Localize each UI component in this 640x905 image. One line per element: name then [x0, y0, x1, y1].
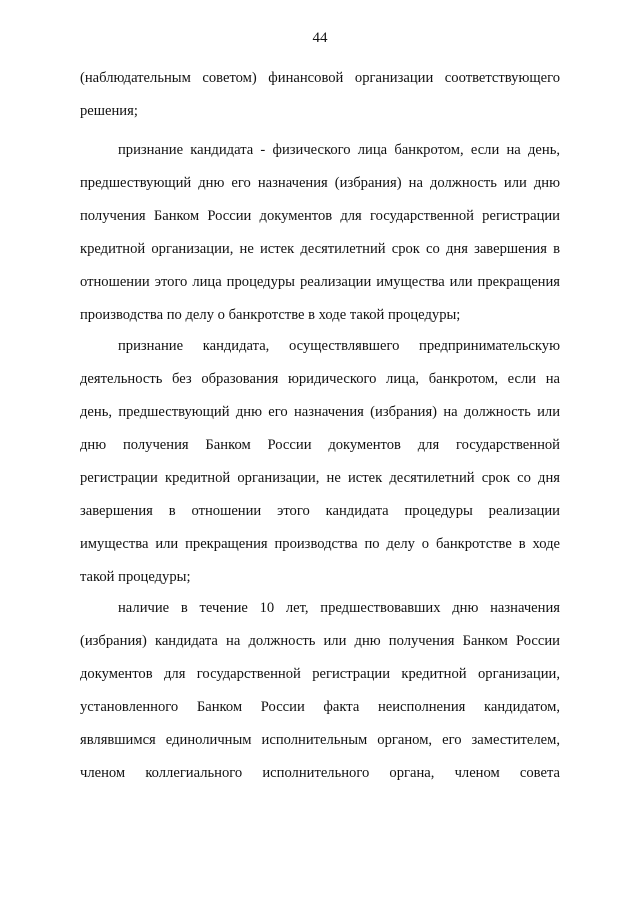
paragraph-2 [80, 134, 560, 332]
text-line: завершения в отношении этого кандидата процедуры реализации [80, 503, 560, 519]
text-line: (избрания) кандидата на должность или дню получения Банком России [80, 633, 560, 649]
text-line: установленного Банком России факта неисполнения кандидатом, [80, 699, 560, 715]
text-line: дню получения Банком России документов для государственной [80, 437, 560, 453]
text-line: получения Банком России документов для государственной регистрации [80, 208, 560, 224]
page-number: 44 [312, 30, 328, 46]
text-line: отношении этого лица процедуры реализации имущества или прекращения [80, 274, 560, 290]
text-line: (наблюдательным советом) финансовой организации соответствующего [80, 70, 560, 86]
text-line: день, предшествующий дню его назначения (избрания) на должность или [80, 404, 560, 420]
text-line: имущества или прекращения производства по делу о банкротстве в ходе [80, 536, 560, 552]
text-line: документов для государственной регистрации кредитной организации, [80, 666, 560, 682]
text-line: предшествующий дню его назначения (избрания) на должность или дню [80, 175, 560, 191]
text-line: кредитной организации, не истек десятилетний срок со дня завершения в [80, 241, 560, 257]
text-line: членом коллегиального исполнительного органа, членом совета [80, 765, 560, 781]
text-line: признание кандидата, осуществлявшего предпринимательскую [118, 338, 560, 354]
paragraph-3 [80, 330, 560, 594]
text-line: такой процедуры; [80, 569, 191, 585]
paragraph-4 [80, 592, 560, 790]
text-line: наличие в течение 10 лет, предшествовавших дню назначения [118, 600, 560, 616]
text-line: признание кандидата - физического лица банкротом, если на день, [118, 142, 560, 158]
paragraph-1 [80, 62, 560, 128]
text-line: деятельность без образования юридического лица, банкротом, если на [80, 371, 560, 387]
text-line: являвшимся единоличным исполнительным органом, его заместителем, [80, 732, 560, 748]
text-line: решения; [80, 103, 138, 119]
text-line: производства по делу о банкротстве в ходе такой процедуры; [80, 307, 461, 323]
text-line: регистрации кредитной организации, не истек десятилетний срок со дня [80, 470, 560, 486]
